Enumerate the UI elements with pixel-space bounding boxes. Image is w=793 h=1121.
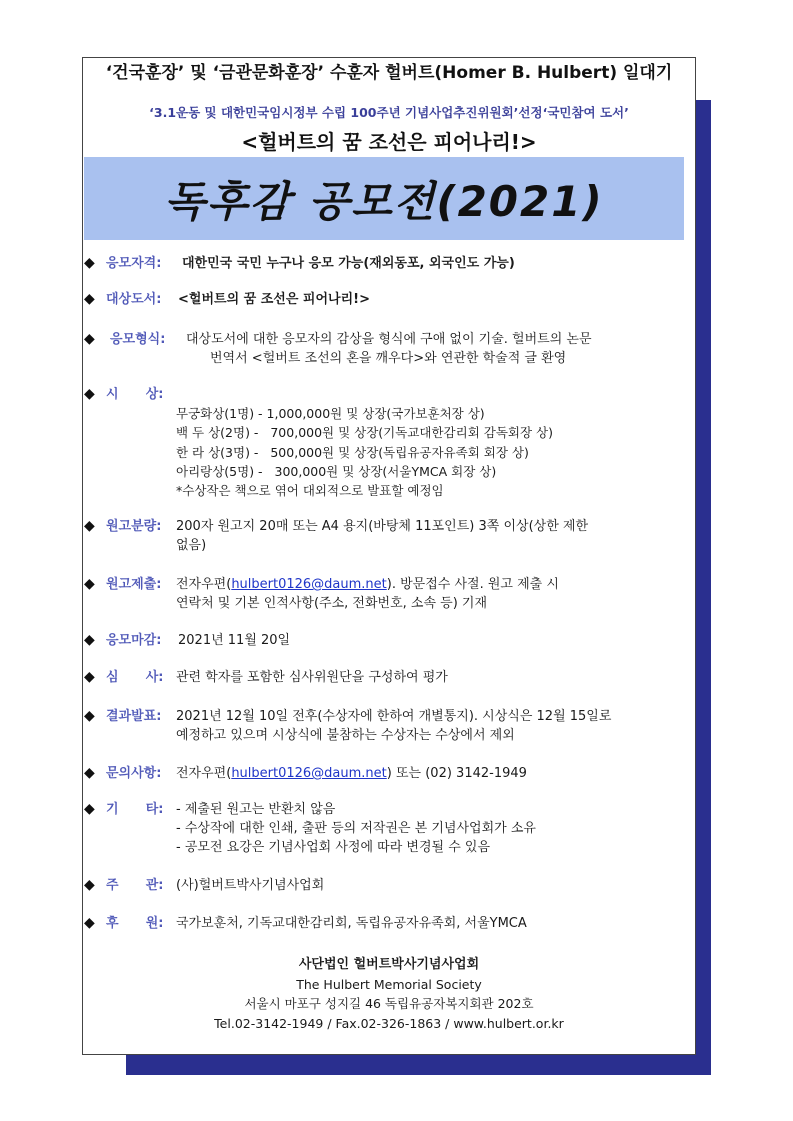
email-link[interactable]: hulbert0126@daum.net: [231, 577, 387, 592]
item-text: 번역서 <헐버트 조선의 혼을 깨우다>와 연관한 학술적 글 환영: [210, 351, 567, 366]
item-deadline: [84, 631, 689, 651]
item-label: 응모자격:: [106, 256, 162, 271]
item-text: 200자 원고지 20매 또는 A4 용지(바탕체 11포인트) 3쪽 이상(상한 제한: [176, 519, 589, 534]
award-note: *수상작은 책으로 엮어 대외적으로 발표할 예정임: [176, 483, 444, 499]
item-text: 없음): [176, 538, 207, 553]
award-line: 백 두 상(2명) - 700,000원 및 상장(기독교대한감리회 감독회장 상): [176, 425, 553, 441]
org-name-english: The Hulbert Memorial Society: [296, 976, 482, 992]
item-text: 관련 학자를 포함한 심사위원단을 구성하여 평가: [176, 670, 448, 685]
item-text: - 공모전 요강은 기념사업회 사정에 따라 변경될 수 있음: [176, 840, 491, 855]
item-label: 시 상:: [106, 387, 164, 402]
book-title: <헐버트의 꿈 조선은 피어나리!>: [241, 130, 537, 154]
item-label: 응모형식:: [110, 332, 166, 347]
item-length: [84, 517, 689, 557]
diamond-bullet-icon: ◆: [84, 708, 95, 724]
org-address: 서울시 마포구 성지길 46 독립유공자복지회관 202호: [244, 996, 534, 1011]
org-name-korean: 사단법인 헐버트박사기념사업회: [298, 957, 480, 972]
item-text: 연락처 및 기본 인적사항(주소, 전화번호, 소속 등) 기재: [176, 596, 488, 611]
diamond-bullet-icon: ◆: [84, 386, 95, 402]
diamond-bullet-icon: ◆: [84, 255, 95, 271]
item-target-book: [84, 290, 689, 310]
item-label: 기 타:: [106, 802, 164, 817]
footer: [82, 955, 696, 1033]
diamond-bullet-icon: ◆: [84, 576, 95, 592]
diamond-bullet-icon: ◆: [84, 801, 95, 817]
diamond-bullet-icon: ◆: [84, 915, 95, 931]
email-link[interactable]: hulbert0126@daum.net: [231, 766, 387, 781]
item-text: 대상도서에 대한 응모자의 감상을 형식에 구애 없이 기술. 헐버트의 논문: [186, 332, 592, 347]
awards-list: [176, 404, 553, 500]
item-format: [84, 330, 689, 370]
item-text: 2021년 11월 20일: [178, 633, 291, 648]
item-label: 후 원:: [106, 916, 164, 931]
diamond-bullet-icon: ◆: [84, 632, 95, 648]
item-label: 결과발표:: [106, 709, 162, 724]
item-eligibility: [84, 254, 689, 274]
diamond-bullet-icon: ◆: [84, 877, 95, 893]
diamond-bullet-icon: ◆: [84, 331, 95, 347]
item-awards: [84, 385, 689, 405]
item-results: [84, 707, 689, 747]
org-contact: Tel.02-3142-1949 / Fax.02-326-1863 / www.hulbert.or.kr: [214, 1015, 564, 1031]
item-organizer: [84, 876, 689, 896]
item-review: [84, 668, 689, 688]
item-inquiry: [84, 764, 689, 784]
item-text: 전자우편(: [176, 766, 232, 781]
item-label: 주 관:: [106, 878, 164, 893]
diamond-bullet-icon: ◆: [84, 669, 95, 685]
item-label: 응모마감:: [106, 633, 162, 648]
item-label: 원고제출:: [106, 577, 162, 592]
item-text: ) 또는 (02) 3142-1949: [386, 766, 527, 781]
item-text: ). 방문접수 사절. 원고 제출 시: [386, 577, 559, 592]
item-label: 문의사항:: [106, 766, 162, 781]
diamond-bullet-icon: ◆: [84, 765, 95, 781]
item-text: (사)헐버트박사기념사업회: [176, 878, 325, 893]
item-label: 원고분량:: [106, 519, 162, 534]
diamond-bullet-icon: ◆: [84, 291, 95, 307]
award-line: 한 라 상(3명) - 500,000원 및 상장(독립유공자유족회 회장 상): [176, 444, 529, 460]
item-text: 전자우편(: [176, 577, 232, 592]
item-text: - 제출된 원고는 반환치 않음: [176, 802, 336, 817]
item-text: - 수상작에 대한 인쇄, 출판 등의 저작권은 본 기념사업회가 소유: [176, 821, 536, 836]
item-sponsors: [84, 914, 689, 934]
item-text: 예정하고 있으며 시상식에 불참하는 수상자는 수상에서 제외: [176, 728, 515, 743]
contest-title: 독후감 공모전(2021): [164, 177, 604, 226]
item-other: [84, 800, 689, 860]
item-submission: [84, 575, 689, 615]
poster-subtitle: ‘3.1운동 및 대한민국임시정부 수립 100주년 기념사업추진위원회’선정‘국민참여 도서’: [149, 105, 629, 120]
diamond-bullet-icon: ◆: [84, 518, 95, 534]
item-text: 국가보훈처, 기독교대한감리회, 독립유공자유족회, 서울YMCA: [176, 916, 527, 931]
item-label: 심 사:: [106, 670, 164, 685]
item-text: 2021년 12월 10일 전후(수상자에 한하여 개별통지). 시상식은 12월 15일로: [176, 709, 612, 724]
item-label: 대상도서:: [106, 292, 162, 307]
award-line: 아리랑상(5명) - 300,000원 및 상장(서울YMCA 회장 상): [176, 463, 497, 479]
poster-top-title: ‘건국훈장’ 및 ‘금관문화훈장’ 수훈자 헐버트(Homer B. Hulbert) 일대기: [105, 63, 673, 83]
item-text: 대한민국 국민 누구나 응모 가능(재외동포, 외국인도 가능): [182, 256, 515, 271]
award-line: 무궁화상(1명) - 1,000,000원 및 상장(국가보훈처장 상): [176, 406, 485, 421]
item-text: <헐버트의 꿈 조선은 피어나리!>: [178, 292, 370, 307]
